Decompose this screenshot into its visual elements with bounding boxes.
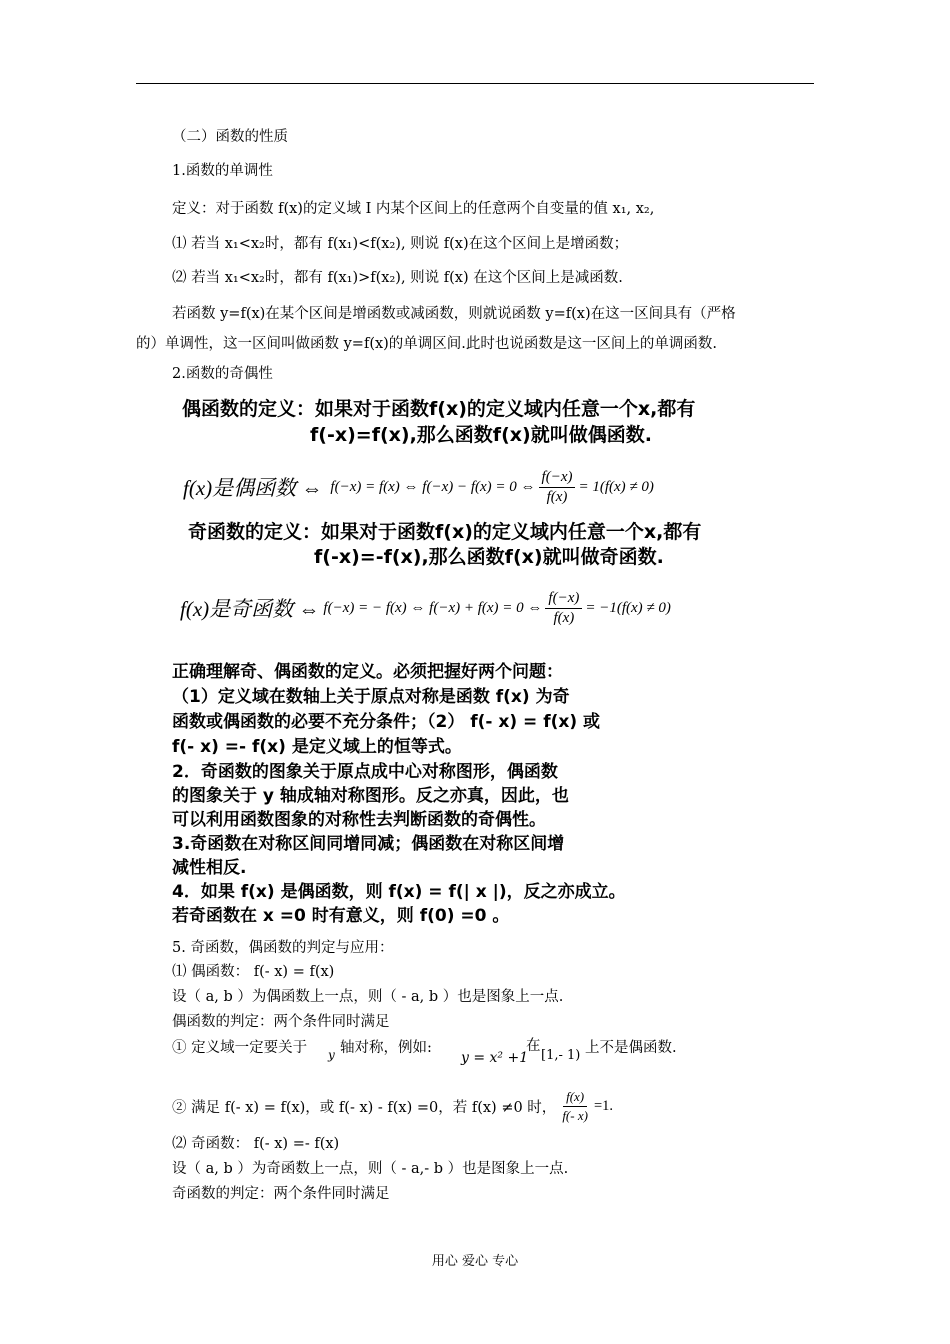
notes-line-7: 可以利用函数图象的对称性去判断函数的奇偶性。 [172, 810, 546, 830]
condition-2-denominator: f(- x) [562, 1107, 588, 1123]
odd-rule: 奇函数的判定：两个条件同时满足 [172, 1186, 390, 1202]
condition-1-text: ① 定义域一定要关于 [172, 1040, 308, 1056]
even-formula-lhs: f(x)是偶函数 ⇔ [183, 476, 323, 500]
notes-line-11: 若奇函数在 x =0 时有意义，则 f(0) =0 。 [172, 906, 510, 926]
odd-definition-line-2: f(-x)=-f(x),那么函数f(x)就叫做奇函数. [314, 546, 664, 568]
header-rule [136, 83, 814, 84]
notes-line-10: 4．如果 f(x) 是偶函数，则 f(x) = f(| x |)，反之亦成立。 [172, 882, 626, 902]
odd-fraction-numerator: f(−x) [545, 590, 582, 609]
mono-definition: 定义：对于函数 f(x)的定义域 I 内某个区间上的任意两个自变量的值 x₁, x₂, [172, 201, 655, 217]
section-title: （二）函数的性质 [172, 129, 288, 145]
odd-definition-line-1: 奇函数的定义：如果对于函数f(x)的定义域内任意一个x,都有 [188, 521, 702, 543]
notes-line-9: 减性相反. [172, 858, 247, 878]
page-footer: 用心 爱心 专心 [431, 1254, 519, 1269]
mono-case-1: ⑴ 若当 x₁<x₂时，都有 f(x₁)<f(x₂), 则说 f(x)在这个区间上是增函数； [172, 236, 629, 252]
condition-2-numerator: f(x) [563, 1089, 587, 1107]
notes-line-8: 3.奇函数在对称区间同增同减；偶函数在对称区间增 [172, 834, 565, 854]
even-formula [183, 462, 654, 512]
condition-1-function: y = x² +1 [461, 1050, 529, 1066]
even-formula-result: = 1(f(x) ≠ 0) [578, 478, 654, 495]
odd-formula [180, 582, 671, 634]
even-fraction-denominator: f(x) [546, 488, 568, 505]
even-definition-line-1: 偶函数的定义：如果对于函数f(x)的定义域内任意一个x,都有 [182, 398, 696, 420]
parity-heading: 2.函数的奇偶性 [172, 366, 273, 382]
notes-line-5: 2．奇函数的图象关于原点成中心对称图形，偶函数 [172, 762, 558, 782]
even-formula-fraction [539, 469, 576, 506]
even-point: 设（ a, b ）为偶函数上一点，则（ - a, b ）也是图象上一点. [172, 989, 564, 1005]
condition-2-text: ② 满足 f(- x) = f(x)，或 f(- x) - f(x) =0，若 f(x) ≠0 时， [172, 1099, 557, 1116]
even-formula-chain: f(−x) = f(x) ⇔ f(−x) − f(x) = 0 ⇔ [330, 478, 536, 495]
even-definition-line-2: f(-x)=f(x),那么函数f(x)就叫做偶函数. [310, 424, 652, 446]
condition-2 [172, 1084, 613, 1128]
odd-formula-chain: f(−x) = − f(x) ⇔ f(−x) + f(x) = 0 ⇔ [323, 599, 543, 616]
even-label: ⑴ 偶函数： f(- x) = f(x) [172, 964, 335, 980]
condition-1-zai: 在 [526, 1038, 541, 1054]
judge-heading: 5. 奇函数，偶函数的判定与应用： [172, 940, 394, 956]
mono-paragraph-line-1: 若函数 y=f(x)在某个区间是增函数或减函数，则就说函数 y=f(x)在这一区间具有（严格 [172, 306, 736, 322]
notes-line-1: 正确理解奇、偶函数的定义。必须把握好两个问题： [172, 662, 563, 682]
odd-fraction-denominator: f(x) [553, 609, 575, 626]
condition-1-interval: [1,- 1) [541, 1048, 581, 1063]
odd-formula-result: = −1(f(x) ≠ 0) [585, 599, 671, 616]
odd-label: ⑵ 奇函数： f(- x) =- f(x) [172, 1136, 340, 1152]
condition-1-y: y [328, 1048, 335, 1062]
condition-1-end: 上不是偶函数. [585, 1040, 677, 1056]
notes-line-4: f(- x) =- f(x) 是定义域上的恒等式。 [172, 737, 462, 757]
odd-formula-fraction [545, 590, 582, 627]
notes-line-2: （1）定义域在数轴上关于原点对称是函数 f(x) 为奇 [172, 687, 570, 707]
odd-formula-lhs: f(x)是奇函数 ⇔ [180, 597, 320, 621]
mono-heading: 1.函数的单调性 [172, 163, 273, 179]
mono-case-2: ⑵ 若当 x₁<x₂时，都有 f(x₁)>f(x₂), 则说 f(x) 在这个区间上是减函数. [172, 270, 623, 286]
condition-2-fraction [559, 1089, 591, 1124]
even-fraction-numerator: f(−x) [539, 469, 576, 488]
mono-paragraph-line-2: 的）单调性，这一区间叫做函数 y=f(x)的单调区间.此时也说函数是这一区间上的单调函数. [136, 336, 718, 352]
odd-point: 设（ a, b ）为奇函数上一点，则（ - a,- b ）也是图象上一点. [172, 1161, 569, 1177]
even-rule: 偶函数的判定：两个条件同时满足 [172, 1014, 390, 1030]
condition-2-result: =1. [593, 1097, 613, 1114]
condition-1-example: 轴对称，例如: [340, 1040, 432, 1056]
notes-line-6: 的图象关于 y 轴成轴对称图形。反之亦真，因此，也 [172, 786, 569, 806]
notes-line-3: 函数或偶函数的必要不充分条件；（2） f(- x) = f(x) 或 [172, 712, 601, 732]
